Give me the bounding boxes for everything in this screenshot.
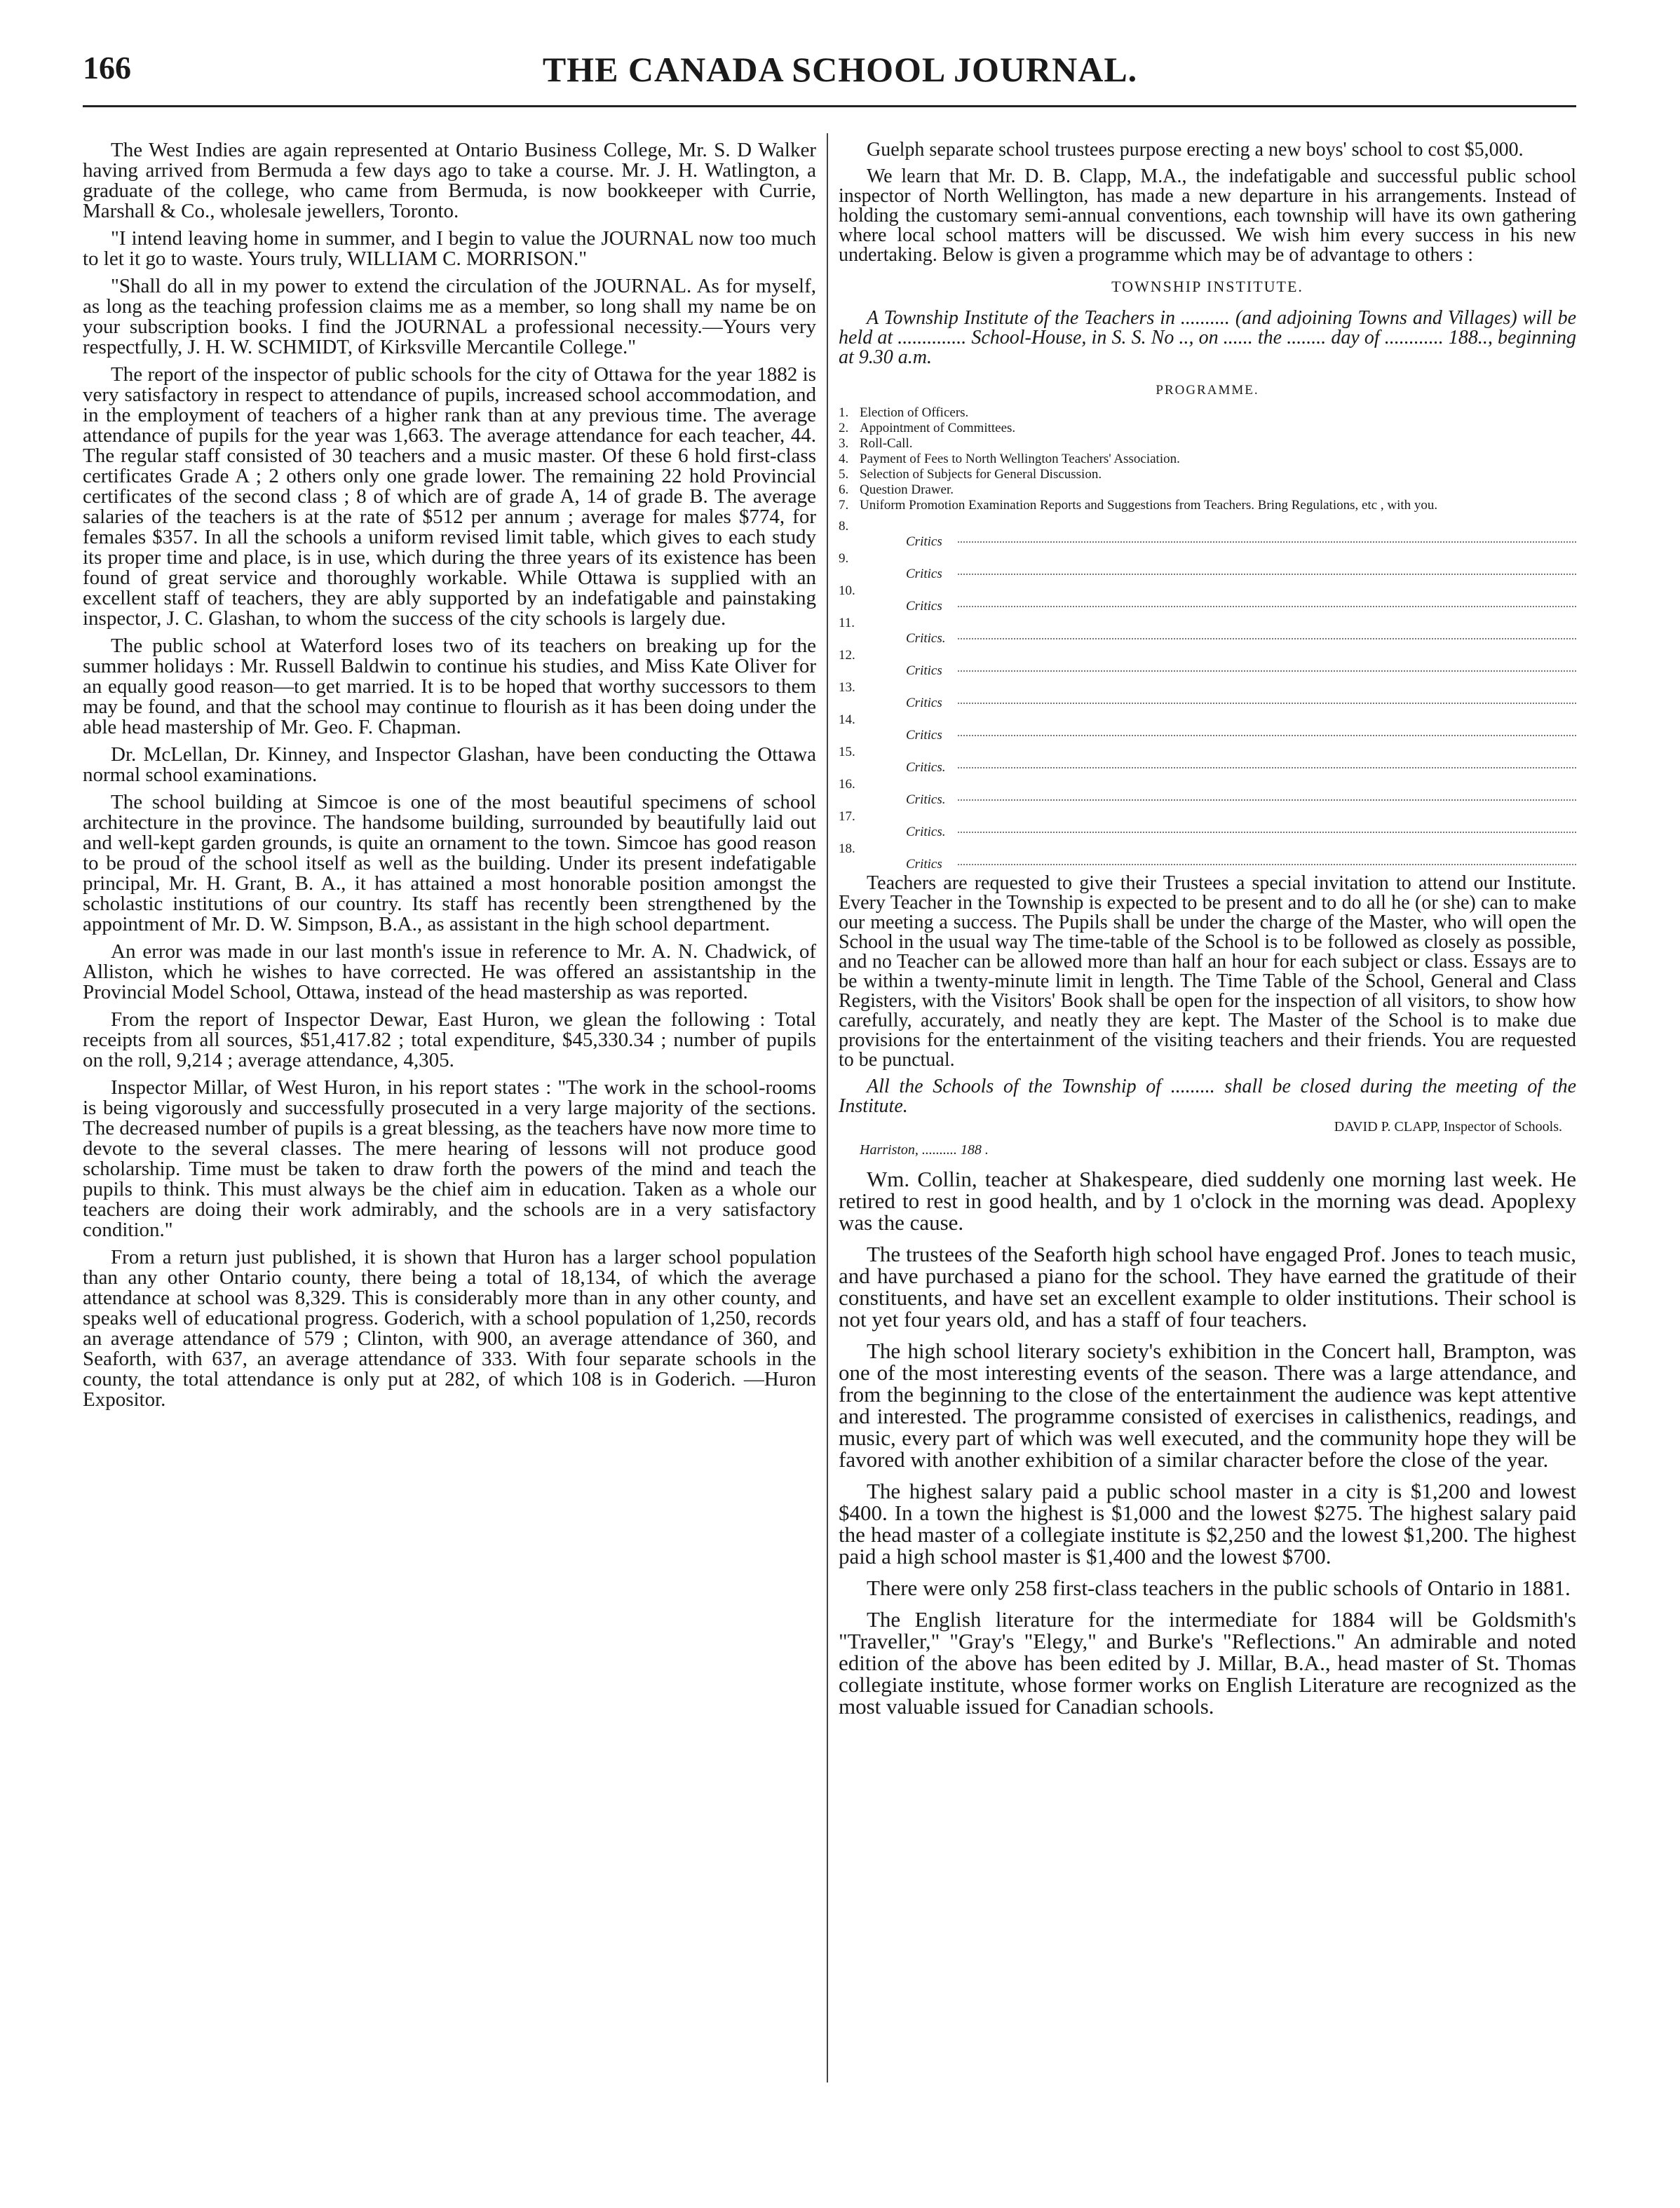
article-paragraph: Wm. Collin, teacher at Shakespeare, died suddenly one morning last week. He retired to rest in good health, and by 1 o'clock in the morning was dead. Apoplexy was the cause. [839, 1167, 1576, 1235]
institute-closing-note: All the Schools of the Township of ......... shall be closed during the meeting of the Institute. [839, 1076, 1576, 1117]
article-paragraph: The public school at Waterford loses two of its teachers on breaking up for the summer holidays : Mr. Russell Baldwin to continue his studies, and Miss Kate Oliver for an equally good reason—to get married. It is to be hoped that worthy successors to them may be found, and that the school may continue to flourish as it has been doing under the able head mastership of Mr. Geo. F. Chapman. [83, 635, 816, 738]
critics-item: 18. Critics [839, 841, 1576, 874]
left-column [83, 140, 816, 1410]
critics-item: 17. Critics. [839, 809, 1576, 841]
critics-item: 15. Critics. [839, 745, 1576, 777]
article-paragraph: The report of the inspector of public schools for the city of Ottawa for the year 1882 is very satisfactory in respect to attendance of pupils, increased school accommodation, and in the employment of teachers of a higher rank than at any previous time. The average attendance of pupils for the year was 1,663. The average attendance for each teacher, 44. The regular staff consisted of 30 teachers and a music master. Of these 6 hold first-class certificates Grade A ; 2 others only one grade lower. The remaining 22 hold Provincial certificates of the second class ; 8 of which are of grade A, 14 of grade B. The average salaries of the teachers is at the rate of $512 per annum ; average for males $774, for females $357. In all the schools a uniform revised limit table, which gives to each study its proper time and place, is in use, which during the three years of its existence has been found of great service and thoroughly workable. While Ottawa is supplied with an excellent staff of teachers, they are ably supported by an indefatigable and painstaking inspector, J. C. Glashan, to whom the success of the city schools is largely due. [83, 363, 816, 630]
article-paragraph: Dr. McLellan, Dr. Kinney, and Inspector Glashan, have been conducting the Ottawa normal school examinations. [83, 743, 816, 786]
page-number: 166 [83, 50, 131, 86]
article-paragraph: The school building at Simcoe is one of the most beautiful specimens of school architecture in the province. The handsome building, surrounded by beautifully laid out and well-kept garden grounds, is quite an ornament to the town. Simcoe has good reason to be proud of the school itself as well as the building. Under its present indefatigable principal, Mr. H. Grant, B. A., it has attained a most honorable position amongst the scholastic institutions of our country. Its staff has recently been strengthened by the appointment of Mr. D. W. Simpson, B.A., as assistant in the high school department. [83, 791, 816, 935]
article-paragraph: There were only 258 first-class teachers in the public schools of Ontario in 1881. [867, 1576, 1571, 1600]
article-paragraph: From a return just published, it is shown that Huron has a larger school population than any other Ontario county, there being a total of 18,134, of which the average attendance at school was 8,329. This is considerably more than in any other county, and speaks well of educational progress. Goderich, with a school population of 1,250, records an average attendance of 579 ; Clinton, with 900, an average attendance of 360, and Seaforth, with 637, an average attendance of 333. With four separate schools in the county, the total attendance is only put at 282, of which 108 is in Goderich. —Huron Expositor. [83, 1246, 816, 1411]
institute-heading: TOWNSHIP INSTITUTE. [1111, 278, 1303, 295]
programme-item: 7. Uniform Promotion Examination Reports and Suggestions from Teachers. Bring Regulations, etc , with you. [839, 498, 1438, 513]
programme-item: 2. Appointment of Committees. [839, 421, 1016, 435]
inspector-signature: DAVID P. CLAPP, Inspector of Schools. [1334, 1119, 1562, 1135]
article-paragraph: We learn that Mr. D. B. Clapp, M.A., the indefatigable and successful public school inspector of North Wellington, has made a new departure in his arrangements. Instead of holding the customary semi-annual conventions, each township will have its own gathering where local school matters will be discussed. We wish him every success in his new undertaking. Below is given a programme which may be of advantage to others : [839, 165, 1576, 266]
article-paragraph: An error was made in our last month's issue in reference to Mr. A. N. Chadwick, of Alliston, which he wishes to have corrected. He was offered an assistantship in the Provincial Model School, Ottawa, instead of the head mastership as was reported. [83, 940, 816, 1003]
article-paragraph: The English literature for the intermediate for 1884 will be Goldsmith's "Traveller," "Gray's "Elegy," and Burke's "Reflections." An admirable and noted edition of the above has been edited by J. Millar, B.A., head master of St. Thomas collegiate institute, whose former works on English Literature are recognized as the most valuable issued for Canadian schools. [839, 1607, 1576, 1719]
critics-item: 12. Critics [839, 648, 1576, 680]
right-column [839, 140, 1576, 1717]
article-paragraph: Guelph separate school trustees purpose erecting a new boys' school to cost $5,000. [867, 139, 1524, 161]
programme-heading: PROGRAMME. [1156, 383, 1259, 398]
institute-announcement: A Township Institute of the Teachers in .......... (and adjoining Towns and Villages) will be held at .............. School-House, in S. S. No .., on ...... the ........ day of ............ 188.., beginning at 9.30 a.m. [839, 307, 1576, 368]
signature-place: Harriston, .......... 188 . [860, 1142, 989, 1158]
article-paragraph: The high school literary society's exhibition in the Concert hall, Brampton, was one of the most interesting events of the season. There was a large attendance, and from the beginning to the close of the entertainment the audience was kept attentive and interested. The programme consisted of exercises in calisthenics, readings, and music, every part of which was well executed, and the community hope they will be favored with another exhibition of a similar character before the close of the year. [839, 1339, 1576, 1472]
township-institute-notice [839, 278, 1576, 1158]
programme-item: 4. Payment of Fees to North Wellington Teachers' Association. [839, 452, 1180, 466]
critics-item: 13. Critics [839, 680, 1576, 712]
programme-item: 5. Selection of Subjects for General Discussion. [839, 467, 1102, 482]
programme-item: 3. Roll-Call. [839, 436, 913, 451]
article-paragraph: The trustees of the Seaforth high school have engaged Prof. Jones to teach music, and have purchased a piano for the school. They have earned the gratitude of their constituents, and have set an excellent example to older institutions. Their school is not yet four years old, and has a staff of four teachers. [839, 1242, 1576, 1332]
programme-item: 6. Question Drawer. [839, 482, 954, 497]
critics-item: 11. Critics. [839, 616, 1576, 648]
article-paragraph: The West Indies are again represented at Ontario Business College, Mr. S. D Walker having arrived from Bermuda a few days ago to take a course. Mr. J. H. Watlington, a graduate of the college, who came from Bermuda, is now bookkeeper with Currie, Marshall & Co., wholesale jewellers, Toronto. [83, 139, 816, 222]
journal-title: THE CANADA SCHOOL JOURNAL. [542, 50, 1138, 89]
article-paragraph: The highest salary paid a public school master in a city is $1,200 and lowest $400. In a town the highest is $1,000 and the lowest $275. The highest salary paid the head master of a collegiate institute is $2,250 and the lowest $1,200. The highest paid a high school master is $1,400 and the lowest $700. [839, 1479, 1576, 1569]
column-divider [827, 133, 828, 2082]
programme-list [839, 405, 1576, 513]
critics-item: 8. Critics [839, 519, 1576, 551]
article-paragraph: "I intend leaving home in summer, and I begin to value the JOURNAL now too much to let it go to waste. Yours truly, WILLIAM C. MORRISON." [83, 227, 816, 270]
institute-instructions: Teachers are requested to give their Trustees a special invitation to attend our Institute. Every Teacher in the Township is expected to be present and to do all he (or she) can to make our meeting a success. The Pupils shall be under the charge of the Master, who will open the School in the usual way The time-table of the School is to be followed as closely as possible, and no Teacher can be allowed more than half an hour for each subject or class. Essays are to be within a twenty-minute limit in length. The Time Table of the School, General and Class Registers, with the Visitors' Book shall be open for the inspection of all visitors, to show how carefully, accurately, and neatly they are kept. The Master of the School is to make due provisions for the entertainment of the visiting teachers and their friends. You are requested to be punctual. [839, 872, 1576, 1071]
critics-item: 9. Critics [839, 551, 1576, 583]
programme-item: 1. Election of Officers. [839, 405, 969, 420]
critics-item: 16. Critics. [839, 777, 1576, 809]
article-paragraph: "Shall do all in my power to extend the circulation of the JOURNAL. As for myself, as long as the teaching profession claims me as a member, so long shall my name be on your subscription books. I find the JOURNAL a professional necessity.—Yours very respectfully, J. H. W. SCHMIDT, of Kirksville Mercantile College." [83, 275, 816, 358]
critics-item: 14. Critics [839, 712, 1576, 745]
article-paragraph: Inspector Millar, of West Huron, in his report states : "The work in the school-rooms is being vigorously and successfully prosecuted in a very large majority of the sections. The decreased number of pupils is a great blessing, as the teachers have now more time to devote to the several classes. The mere hearing of lessons will not produce good scholarship. Time must be taken to draw forth the powers of the mind and teach the pupils to think. This must always be the chief aim in education. Taken as a whole our teachers are doing their work admirably, and the schools are in a very satisfactory condition." [83, 1076, 816, 1241]
header-rule [83, 105, 1576, 107]
critics-item: 10. Critics [839, 583, 1576, 616]
critics-list [839, 519, 1576, 874]
article-paragraph: From the report of Inspector Dewar, East Huron, we glean the following : Total receipts from all sources, $51,417.82 ; total expenditure, $45,330.34 ; number of pupils on the roll, 9,214 ; average attendance, 4,305. [83, 1008, 816, 1071]
